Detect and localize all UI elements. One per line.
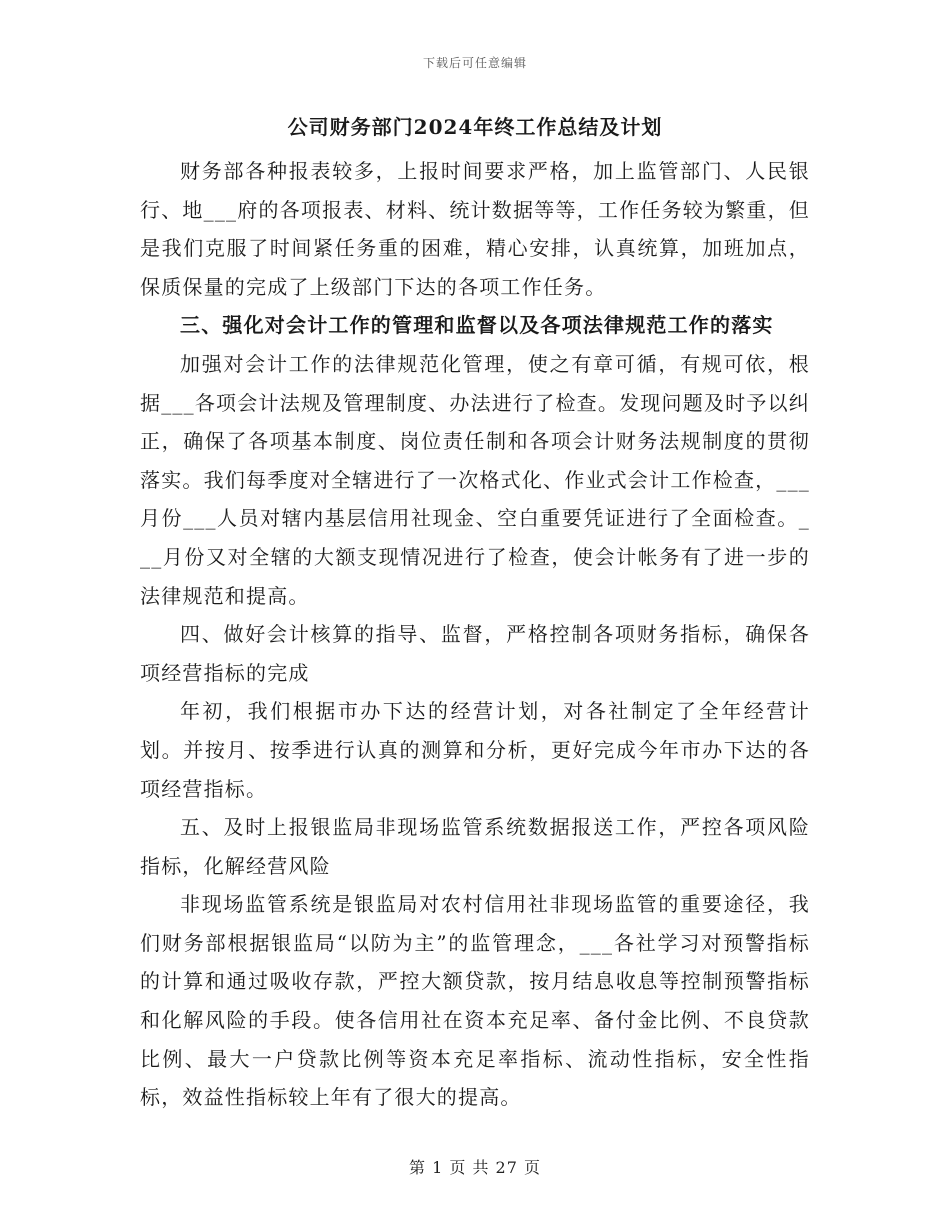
paragraph-accounting-supervision: 加强对会计工作的法律规范化管理，使之有章可循，有规可依，根据___各项会计法规及管理制度、办法进行了检查。发现问题及时予以纠正，确保了各项基本制度、岗位责任制和各项会计财务法规制度的贯彻落实。我们每季度对全辖进行了一次格式化、作业式会计工作检查，___月份___人员对辖内基层信用社现金、空白重要凭证进行了全面检查。___月份又对全辖的大额支现情况进行了检查，使会计帐务有了进一步的法律规范和提高。 bbox=[140, 351, 810, 608]
page-number: 第 1 页 共 27 页 bbox=[409, 1158, 541, 1177]
paragraph-risk-monitoring: 非现场监管系统是银监局对农村信用社非现场监管的重要途径，我们财务部根据银监局“以防为主”的监管理念，___各社学习对预警指标的计算和通过吸收存款，严控大额贷款，按月结息收息等控制预警指标和化解风险的手段。使各信用社在资本充足率、备付金比例、不良贷款比例、最大一户贷款比例等资本充足率指标、流动性指标，安全性指标，效益性指标较上年有了很大的提高。 bbox=[140, 892, 810, 1110]
section-heading-3: 三、强化对会计工作的管理和监督以及各项法律规范工作的落实 bbox=[180, 313, 774, 338]
section-heading-4: 四、做好会计核算的指导、监督，严格控制各项财务指标，确保各项经营指标的完成 bbox=[140, 622, 810, 685]
paragraph-business-plan: 年初，我们根据市办下达的经营计划，对各社制定了全年经营计划。并按月、按季进行认真的测算和分析，更好完成今年市办下达的各项经营指标。 bbox=[140, 699, 810, 801]
document-title: 公司财务部门2024年终工作总结及计划 bbox=[287, 115, 663, 139]
paragraph-report-workload: 财务部各种报表较多，上报时间要求严格，加上监管部门、人民银行、地___府的各项报表、材料、统计数据等等，工作任务较为繁重，但是我们克服了时间紧任务重的困难，精心安排，认真统算，加班加点，保质保量的完成了上级部门下达的各项工作任务。 bbox=[140, 159, 810, 299]
download-note: 下载后可任意编辑 bbox=[422, 56, 527, 70]
section-heading-5: 五、及时上报银监局非现场监管系统数据报送工作，严控各项风险指标，化解经营风险 bbox=[140, 815, 810, 878]
document-body bbox=[140, 108, 810, 1117]
